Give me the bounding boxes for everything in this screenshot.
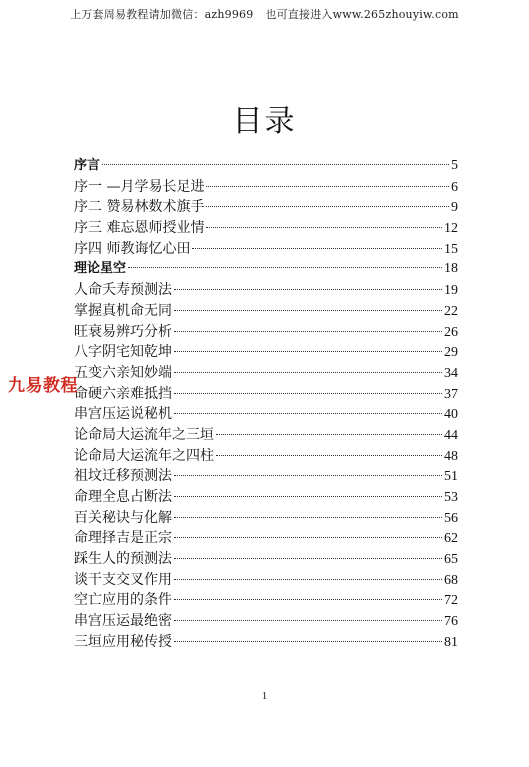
dot-leader (206, 226, 442, 228)
dot-leader (174, 578, 442, 580)
watermark-logo: 九易教程 (8, 376, 78, 396)
toc-entry-title: 空亡应用的条件 (74, 592, 172, 609)
dot-leader (174, 557, 442, 559)
toc-entry-page: 19 (444, 283, 458, 299)
toc-entry-page: 12 (444, 221, 458, 237)
toc-entry-title: 五变六亲知妙端 (74, 364, 172, 381)
page-number: 1 (261, 690, 268, 702)
toc-entry-title: 三垣应用秘传授 (74, 633, 172, 650)
toc-entry-page: 72 (444, 593, 458, 609)
toc-entry-title: 序言 (74, 158, 101, 173)
toc-entry[interactable] (74, 363, 458, 384)
toc-entry-page: 53 (444, 490, 458, 505)
toc-entry-title: 踩生人的预测法 (74, 551, 172, 568)
toc-entry[interactable] (74, 280, 458, 301)
toc-entry-page: 34 (444, 365, 458, 381)
toc-entry-title: 祖坟迁移预测法 (74, 468, 172, 485)
toc-entry[interactable] (74, 301, 458, 322)
dot-leader (174, 309, 442, 311)
toc-entry-page: 81 (444, 634, 458, 650)
toc-entry-title: 命理择吉是正宗 (74, 530, 172, 547)
dot-leader (102, 163, 449, 165)
toc-entry[interactable] (74, 425, 458, 446)
header-website-text: 也可直接进入www.265zhouyiw.com (265, 8, 459, 21)
toc-entry[interactable] (74, 632, 458, 653)
dot-leader (128, 266, 442, 268)
toc-entry-page: 44 (444, 427, 458, 443)
toc-entry-title: 命理全息占断法 (74, 489, 172, 505)
dot-leader (174, 371, 442, 373)
dot-leader (174, 330, 442, 332)
toc-entry-page: 15 (444, 241, 458, 257)
toc-entry[interactable] (74, 446, 458, 467)
toc-entry-title: 论命局大运流年之四柱 (74, 447, 214, 464)
toc-entry-title: 掌握真机命无同 (74, 302, 172, 319)
toc-entry[interactable] (74, 239, 458, 260)
toc-entry-page: 51 (444, 469, 458, 485)
dot-leader (174, 516, 442, 518)
toc-entry[interactable] (74, 384, 458, 405)
dot-leader (174, 350, 442, 352)
toc-entry-title: 序三 难忘恩师授业情 (74, 220, 205, 237)
dot-leader (216, 433, 442, 435)
header-wechat-text: 上万套周易教程请加微信：azh9969 (70, 8, 254, 21)
toc-entry-title: 串宫压运最绝密 (74, 613, 172, 630)
toc-entry-page: 76 (444, 614, 458, 630)
toc-entry-title: 序四 师教诲忆心田 (74, 240, 191, 257)
dot-leader (174, 640, 442, 642)
toc-entry[interactable] (74, 218, 458, 239)
toc-entry[interactable] (74, 487, 458, 508)
toc-entry[interactable] (74, 342, 458, 363)
toc-entry-title: 理论星空 (74, 261, 127, 277)
dot-leader (174, 412, 442, 414)
dot-leader (206, 205, 449, 207)
toc-entry-page: 37 (444, 386, 458, 402)
toc-entry[interactable] (74, 466, 458, 487)
toc-entry-title: 论命局大运流年之三垣 (74, 426, 214, 443)
toc-entry-page: 26 (444, 324, 458, 340)
toc-entry-page: 9 (451, 200, 458, 216)
dot-leader (174, 598, 442, 600)
dot-leader (174, 392, 442, 394)
toc-entry[interactable] (74, 570, 458, 591)
toc-entry-title: 序二 赞易林数术旗手 (74, 199, 205, 216)
toc-entry-page: 62 (444, 531, 458, 547)
dot-leader (174, 536, 442, 538)
toc-entry-page: 5 (451, 158, 458, 173)
table-of-contents (74, 156, 458, 653)
toc-entry[interactable] (74, 197, 458, 218)
toc-entry[interactable] (74, 590, 458, 611)
toc-entry[interactable] (74, 177, 458, 198)
toc-entry[interactable] (74, 549, 458, 570)
toc-entry[interactable] (74, 322, 458, 343)
toc-entry-title: 八字阴宅知乾坤 (74, 344, 172, 361)
toc-entry-title: 序一 —月学易长足进 (74, 178, 205, 195)
page-header (0, 6, 529, 22)
toc-entry[interactable] (74, 404, 458, 425)
toc-entry[interactable] (74, 508, 458, 529)
dot-leader (216, 454, 442, 456)
toc-entry[interactable] (74, 259, 458, 280)
toc-entry-title: 百关秘诀与化解 (74, 509, 172, 526)
toc-entry-page: 22 (444, 303, 458, 319)
page-title: 目录 (232, 104, 297, 139)
dot-leader (174, 288, 442, 290)
toc-entry[interactable] (74, 156, 458, 177)
toc-entry-title: 串宫压运说秘机 (74, 406, 172, 423)
toc-entry-page: 68 (444, 572, 458, 588)
toc-entry-page: 29 (444, 345, 458, 361)
toc-entry-page: 48 (444, 448, 458, 464)
dot-leader (206, 185, 449, 187)
toc-entry[interactable] (74, 611, 458, 632)
dot-leader (174, 495, 442, 497)
toc-entry-title: 旺衰易辨巧分析 (74, 323, 172, 340)
toc-entry-page: 6 (451, 179, 458, 195)
toc-entry-title: 命硬六亲难抵挡 (74, 385, 172, 402)
toc-entry[interactable] (74, 528, 458, 549)
toc-entry-title: 谈干支交叉作用 (74, 571, 172, 588)
dot-leader (174, 474, 442, 476)
toc-entry-page: 40 (444, 407, 458, 423)
toc-entry-page: 65 (444, 552, 458, 568)
toc-entry-title: 人命夭寿预测法 (74, 282, 172, 299)
toc-entry-page: 56 (444, 510, 458, 526)
dot-leader (174, 619, 442, 621)
dot-leader (192, 247, 442, 249)
toc-entry-page: 18 (444, 261, 458, 277)
